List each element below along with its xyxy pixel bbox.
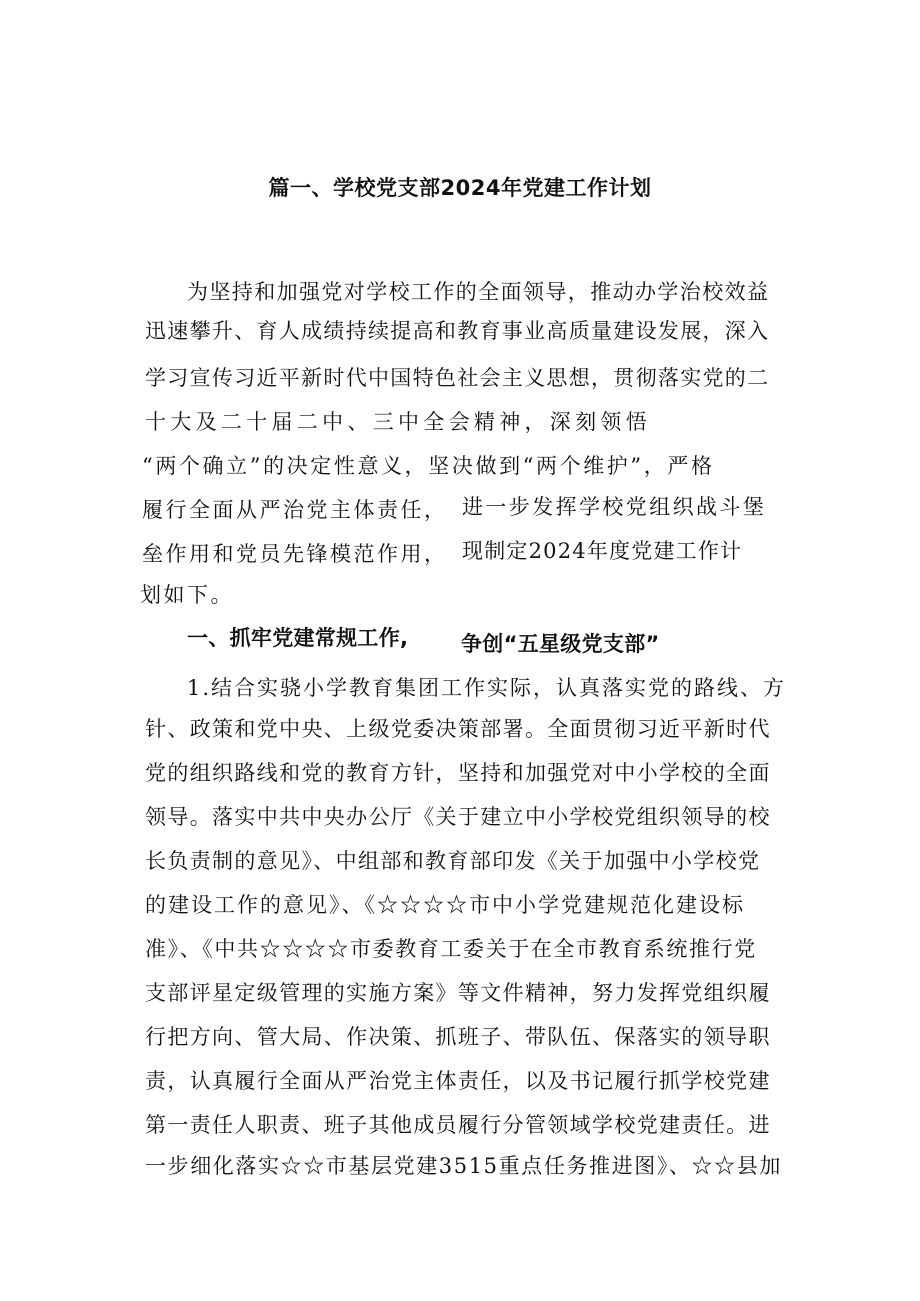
intro-line-part-b: 现制定2024年度党建工作计 bbox=[462, 539, 743, 563]
document-title: 篇一、学校党支部2024年党建工作计划 bbox=[268, 176, 652, 200]
section-body-line: 行把方向、管大局、作决策、抓班子、带队伍、保落实的领导职 bbox=[145, 1025, 771, 1049]
intro-line: 迅速攀升、育人成绩持续提高和教育事业高质量建设发展，深入 bbox=[145, 319, 770, 343]
intro-line: “两个确立”的决定性意义，坚决做到“两个维护”，严格 bbox=[142, 454, 715, 478]
section-body-line: 领导。落实中共中央办公厅《关于建立中小学校党组织领导的校 bbox=[145, 805, 771, 829]
section-body-line: 的建设工作的意见》、《☆☆☆☆市中小学党建规范化建设标 bbox=[145, 893, 745, 917]
section-body-line: 长负责制的意见》、中组部和教育部印发《关于加强中小学校党 bbox=[145, 849, 761, 873]
section-body-line: 党的组织路线和党的教育方针，坚持和加强党对中小学校的全面 bbox=[145, 761, 771, 785]
section-body-line: 准》、《中共☆☆☆☆市委教育工委关于在全市教育系统推行党 bbox=[145, 937, 757, 961]
section-heading-part-b: 争创“五星级党支部” bbox=[461, 632, 660, 656]
intro-line: 划如下。 bbox=[140, 583, 234, 607]
intro-line-part-a: 垒作用和党员先锋模范作用， bbox=[142, 542, 448, 566]
intro-line: 学习宣传习近平新时代中国特色社会主义思想，贯彻落实党的二 bbox=[145, 366, 770, 390]
intro-line: 十大及二十届二中、三中全会精神，深刻领悟 bbox=[145, 410, 651, 434]
section-body-line: 针、政策和党中央、上级党委决策部署。全面贯彻习近平新时代 bbox=[145, 717, 771, 741]
intro-line: 为坚持和加强党对学校工作的全面领导，推动办学治校效益 bbox=[187, 280, 770, 304]
section-body-line: 1.结合实骁小学教育集团工作实际，认真落实党的路线、方 bbox=[187, 676, 787, 700]
section-body-line: 第一责任人职责、班子其他成员履行分管领域学校党建责任。进 bbox=[145, 1113, 771, 1137]
section-body-line: 一步细化落实☆☆市基层党建3515重点任务推进图》、☆☆县加 bbox=[145, 1154, 782, 1178]
intro-line-part-b: 进一步发挥学校党组织战斗堡 bbox=[462, 495, 767, 519]
section-body-line: 支部评星定级管理的实施方案》等文件精神，努力发挥党组织履 bbox=[145, 981, 771, 1005]
intro-line-part-a: 履行全面从严治党主体责任， bbox=[142, 498, 448, 522]
section-heading-part-a: 一、抓牢党建常规工作, bbox=[187, 626, 409, 650]
section-body-line: 责，认真履行全面从严治党主体责任，以及书记履行抓学校党建 bbox=[145, 1069, 771, 1093]
